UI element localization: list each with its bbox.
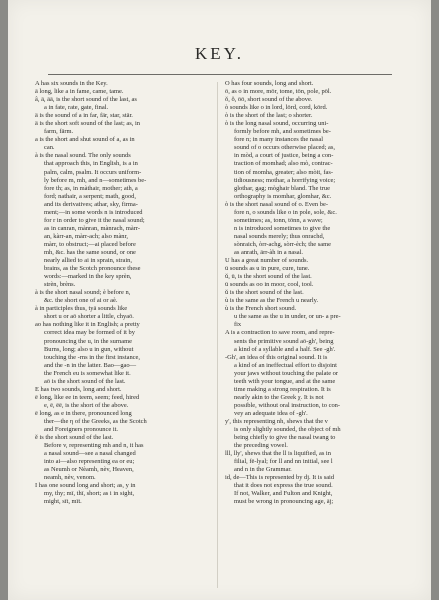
text-line: fore th; as, in màthair, mother; ath, a <box>44 184 138 192</box>
text-line: as anrath, ārr-àh in a nasal. <box>234 248 304 256</box>
text-line: màrr, to obstruct;—ai placed before <box>44 240 136 248</box>
text-line: Burns, long; also u in gun, without <box>44 345 134 353</box>
text-line: ò is the long nasal sound, occurring uni- <box>225 120 329 128</box>
text-line: must be wrong in pronouncing age, āj; <box>234 498 334 506</box>
text-line: A is a contraction to save room, and repre- <box>225 329 335 337</box>
text-line: sometimes; as, tonn, tōnn, a wave; <box>234 216 323 224</box>
text-line: sound of o occurs otherwise placed; as, <box>234 144 336 152</box>
text-line: a is the short and shut sound of a, as in <box>35 136 135 144</box>
text-line: ē long, like ee in teem, seem; feed, hired <box>35 393 140 401</box>
text-line: ä is the sound of a in far, fär, star, stär. <box>35 112 133 120</box>
page-title: KEY. <box>195 44 244 63</box>
text-line: y', this representing nh, shews that the v <box>225 417 328 425</box>
text-line: ĕ is the short sound of the last. <box>35 434 114 442</box>
text-line: a in fate, rate, gate, final. <box>44 104 109 112</box>
text-line: as Neumh or Nèamh, nèv, Heaven, <box>44 466 134 474</box>
text-line: that it does not express the true sound. <box>234 482 333 490</box>
text-line: a nasal sound—see a nasal changed <box>44 450 136 458</box>
text-line: and its derivatives; athar, sky, firma- <box>44 200 138 208</box>
text-line: ā long, like a in fame, came, tame. <box>35 88 124 96</box>
text-line: fore n; in many instances the nasal <box>234 136 324 144</box>
text-line: sents the primitive sound aō-gh', being <box>234 337 334 345</box>
text-line: U has a great number of sounds. <box>225 257 309 265</box>
text-line: ŭ, ū, is the short sound of the last. <box>225 273 312 281</box>
text-line: a kind of a syllable and a half. See -gh'. <box>234 345 336 353</box>
text-line: vey an adequate idea of -gh'. <box>234 409 308 417</box>
text-line: pronouncing the u, in the surname <box>44 337 132 345</box>
text-line: A has six sounds in the Key. <box>35 80 108 87</box>
text-line: ly before m, mh, and n—sometimes be- <box>44 176 147 184</box>
text-line: possible, without oral instruction, to con- <box>234 401 341 409</box>
text-line: time making a strong respiration. It is <box>234 385 331 393</box>
text-line: ò is the short of the last; o shorter. <box>225 112 313 120</box>
text-line: mh, &c. has the same sound, or one <box>44 248 136 256</box>
text-line: and Foreigners pronounce it. <box>44 426 119 434</box>
text-line: -Gh', an idea of this original sound. It is <box>225 353 328 361</box>
book-page <box>8 0 431 600</box>
text-line: ao has nothing like it in English; a pretty <box>35 321 140 329</box>
text-line: ù is the French short sound. <box>225 305 297 313</box>
text-line: n is introduced sometimes to give the <box>234 224 331 232</box>
right-column <box>225 80 401 506</box>
text-line: farm, färm. <box>44 128 74 136</box>
text-line: ū sounds as oo in moor, cool, tool. <box>225 281 314 289</box>
text-line: ford; nathair, a serpent; math, good, <box>44 192 136 200</box>
text-line: Before v, representing mh and n, it has <box>44 442 144 450</box>
text-line: as in canran, mànran, mànrach, màrr- <box>44 224 141 232</box>
text-line: filial, fē-lyal; for ll and nn initial, see l <box>234 458 333 466</box>
text-line: a kind of an ineffectual effort to disjoint <box>234 361 337 369</box>
left-column <box>35 80 211 506</box>
text-line: in mòd, a court of justice, being a con- <box>234 152 334 160</box>
text-line: palm, calm, psalm. It occurs uniform- <box>44 168 142 176</box>
text-line: for r in order to give it the nasal sound; <box>44 216 145 224</box>
text-line: nearly akin to the Greek χ. It is not <box>234 393 324 401</box>
text-line: is only slightly sounded, the object of mh <box>234 426 341 434</box>
text-line: an, kàrr-an, màrr-ach; also mànr, <box>44 232 129 240</box>
text-line: fore n, o sounds like o in pole, sole, &c. <box>234 208 337 216</box>
text-line: formly before mh, and sometimes be- <box>234 128 331 136</box>
text-line: tion of momha, greater; also mòit, fas- <box>234 168 334 176</box>
text-line: ä is the short soft sound of the last; as, in <box>35 120 140 128</box>
text-line: neamh, nèv, venom. <box>44 474 96 482</box>
text-line: being chiefly to give the nasal twang to <box>234 434 336 442</box>
text-line: and the -n in the latter. Bao—gao— <box>44 361 137 369</box>
text-line: ò is the short nasal sound of o. Even be- <box>225 200 328 208</box>
text-line: short u or aō shorter a little, chyaō. <box>44 313 134 321</box>
text-line: e, ē, ēē, is the short of the above. <box>44 401 129 409</box>
text-line: glothar, gag; mòghair bland. The true <box>234 184 330 192</box>
text-line: touching the -rns in the first instance, <box>44 353 141 361</box>
column-divider <box>217 82 218 588</box>
text-line: à is the short nasal sound; è before n, <box>35 289 131 297</box>
text-line: ò sounds like o in lord, lōrd, cord, kōrd. <box>225 104 328 112</box>
text-line: E has two sounds, long and short. <box>35 385 122 393</box>
text-line: sònraich, òrr-achg, sòrr-èch; the same <box>234 240 331 248</box>
text-line: ŏ, ŏ, ōō, short sound of the above. <box>225 96 313 104</box>
text-line: nearly allied to ai in sprain, strain, <box>44 257 132 265</box>
text-line: might, sīt, mīt. <box>44 498 82 506</box>
text-line: your jaws without touching the palate or <box>234 369 339 377</box>
text-line: O has four sounds, long and short. <box>225 80 314 87</box>
text-line: my, thy; mī, thī, short; as i in sight, <box>44 490 135 498</box>
text-line: ù is the same as the French u nearly. <box>225 297 319 305</box>
text-line: the French eu is somewhat like it. <box>44 369 131 377</box>
text-line: into ai—also representing ea or eu; <box>44 458 135 466</box>
text-line: I has one sound long and short; as, y in <box>35 482 136 490</box>
text-line: brains, as the Scotch pronounce these <box>44 265 141 273</box>
text-line: fix <box>234 321 242 329</box>
text-line: strèn, brèns. <box>44 281 76 289</box>
text-line: nasal sounds merely; thus onrachd, <box>234 232 325 240</box>
text-line: can. <box>44 144 55 152</box>
text-line: tidiousness; mothar, a horrifying voice; <box>234 176 336 184</box>
title-rule <box>48 74 392 75</box>
text-line: &c. the short one of ai or aè. <box>44 297 118 305</box>
text-line: aō is the short sound of the last. <box>44 377 126 385</box>
text-line: teeth with your tongue, and at the same <box>234 377 336 385</box>
text-line: u the same as the u in under, or un- a pre- <box>234 313 341 321</box>
text-line: correct idea may be formed of it by <box>44 329 135 337</box>
text-line: and n in the Grammar. <box>234 466 292 474</box>
text-line: id, de—This is represented by dj. It is said <box>225 474 335 482</box>
text-line: ŭ is the short sound of the last. <box>225 289 304 297</box>
text-line: à is the nasal sound. The only sounds <box>35 152 131 160</box>
text-line: that approach this, in English, is a in <box>44 160 138 168</box>
text-line: ment;—in some words n is introduced <box>44 208 143 216</box>
text-line: the preceding vowel. <box>234 442 288 450</box>
text-line: words:—marked in the key sprèn, <box>44 273 132 281</box>
text-line: à in participles thus, tyā sounds like <box>35 305 128 313</box>
text-line: orthography is momhar, glomhar, &c. <box>234 192 332 200</box>
text-line: lll, lly', shews that the ll is liquified, as in <box>225 450 331 458</box>
text-line: traction of momhad; also mò, contrac- <box>234 160 333 168</box>
text-line: ō, as o in more, mōr, tome, tōn, pole, pōl. <box>225 88 332 96</box>
text-line: If not, Walker, and Fulton and Knight, <box>234 490 333 498</box>
text-line: â, ā, āā, is the short sound of the last, as <box>35 96 137 104</box>
text-line: ē long, as e in there, pronounced long <box>35 409 132 417</box>
text-line: ther—the η of the Greeks, as the Scotch <box>44 417 147 425</box>
text-line: ū sounds as u in pure, cure, tune. <box>225 265 310 273</box>
